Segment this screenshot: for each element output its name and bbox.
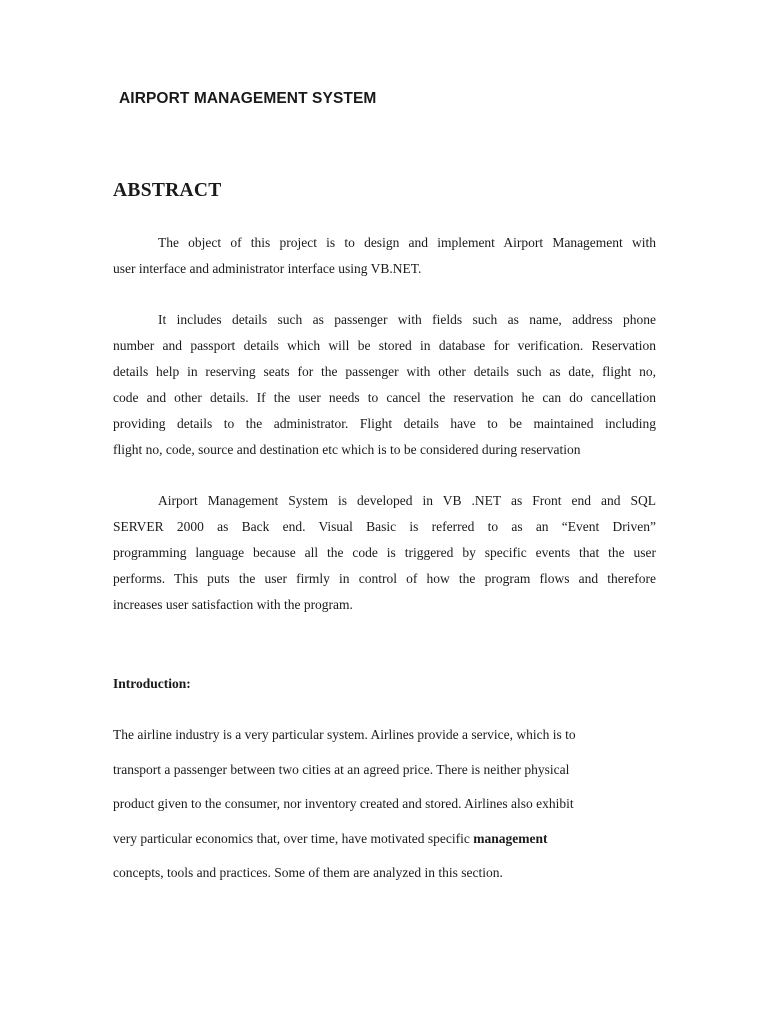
paragraph-line: flight no, code, source and destination etc which is to be considered during reservation xyxy=(113,442,581,457)
paragraph-line: SERVER 2000 as Back end. Visual Basic is referred to as an “Event Driven” xyxy=(113,519,656,534)
paragraph-line: number and passport details which will be stored in database for verification. Reservation xyxy=(113,338,656,353)
paragraph-line: The object of this project is to design and implement Airport Management with xyxy=(158,235,656,250)
introduction-heading: Introduction: xyxy=(113,676,191,691)
paragraph-line: providing details to the administrator. Flight details have to be maintained including xyxy=(113,416,656,431)
paragraph-line: programming language because all the code is triggered by specific events that the user xyxy=(113,545,656,560)
emphasis-word: management xyxy=(473,831,548,846)
abstract-paragraph-3 xyxy=(113,488,656,618)
introduction-line-with-emphasis xyxy=(113,831,548,847)
introduction-line: product given to the consumer, nor inventory created and stored. Airlines also exhibit xyxy=(113,796,574,811)
paragraph-line: Airport Management System is developed in VB .NET as Front end and SQL xyxy=(158,493,656,508)
introduction-line: very particular economics that, over time, have motivated specific xyxy=(113,831,470,846)
abstract-paragraph-1 xyxy=(113,230,656,282)
document-title: AIRPORT MANAGEMENT SYSTEM xyxy=(119,90,377,107)
introduction-line: transport a passenger between two cities at an agreed price. There is neither physical xyxy=(113,762,570,777)
abstract-heading: ABSTRACT xyxy=(113,180,222,201)
paragraph-line: increases user satisfaction with the program. xyxy=(113,597,353,612)
paragraph-line: It includes details such as passenger with fields such as name, address phone xyxy=(158,312,656,327)
introduction-line: The airline industry is a very particular system. Airlines provide a service, which is to xyxy=(113,727,576,742)
paragraph-line: code and other details. If the user needs to cancel the reservation he can do cancellation xyxy=(113,390,656,405)
introduction-line: concepts, tools and practices. Some of them are analyzed in this section. xyxy=(113,865,503,880)
abstract-paragraph-2 xyxy=(113,307,656,463)
paragraph-line: user interface and administrator interface using VB.NET. xyxy=(113,261,422,276)
paragraph-line: performs. This puts the user firmly in control of how the program flows and therefore xyxy=(113,571,656,586)
paragraph-line: details help in reserving seats for the passenger with other details such as date, flight no, xyxy=(113,364,656,379)
